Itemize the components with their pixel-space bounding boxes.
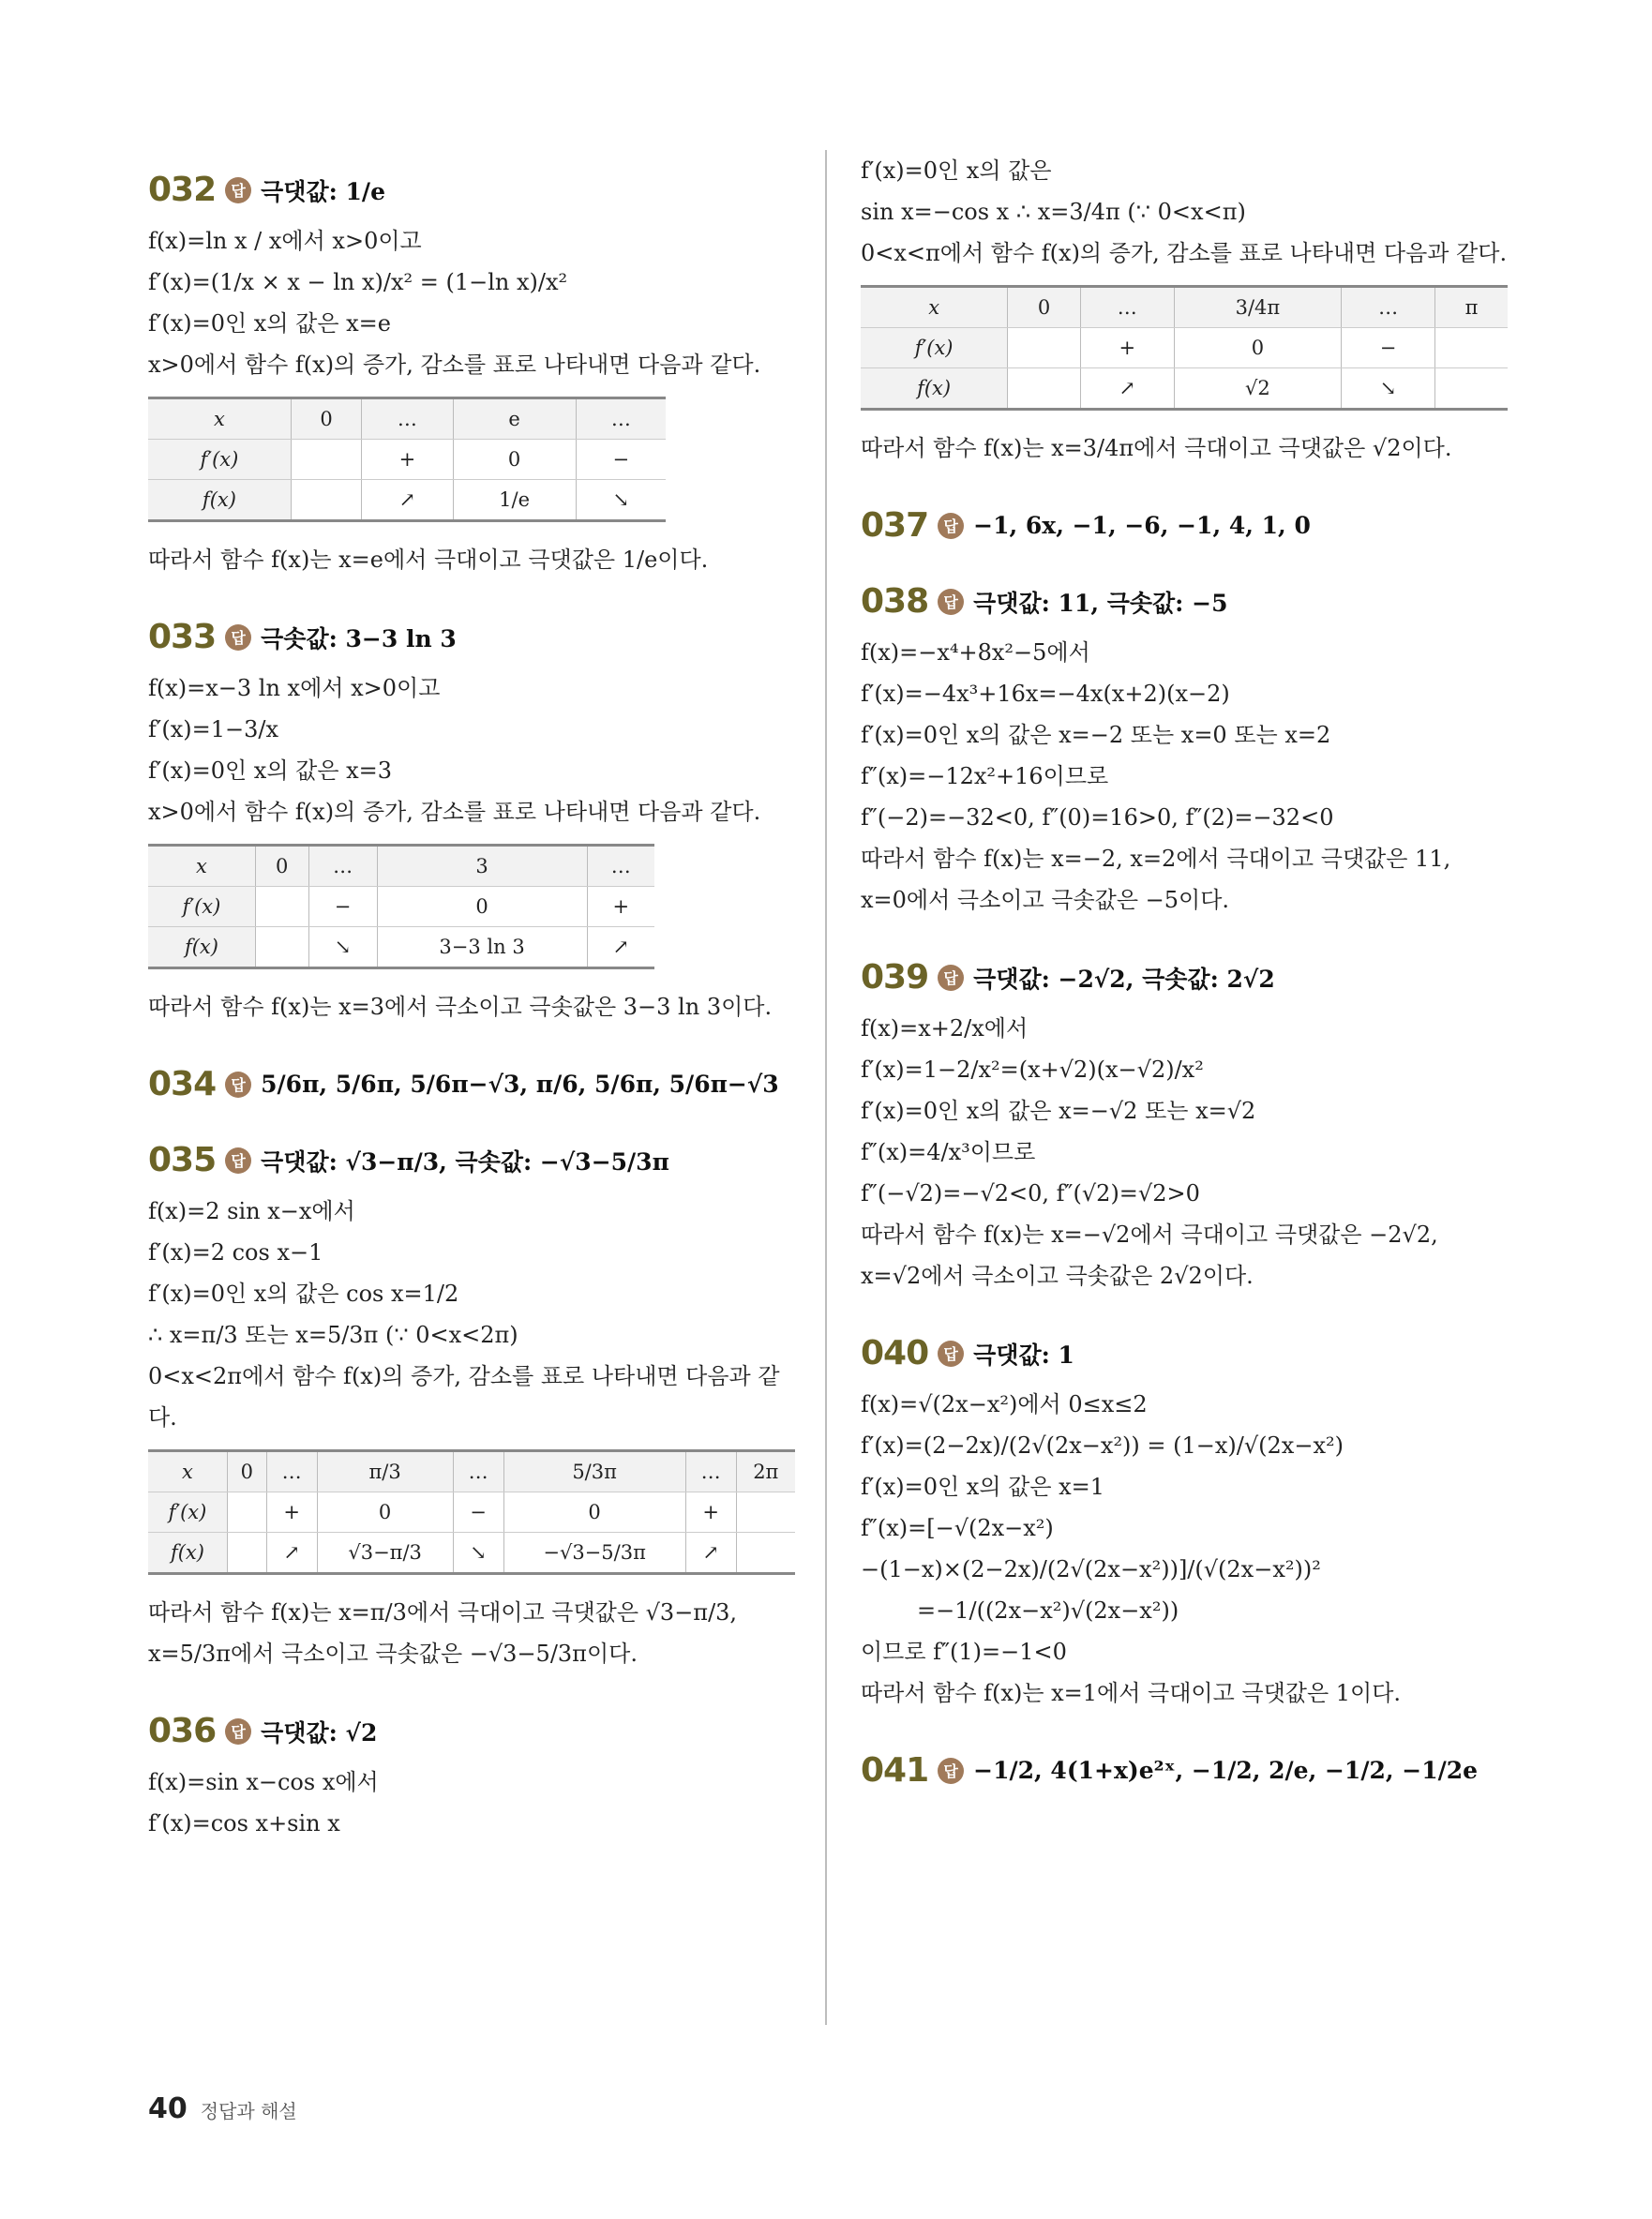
table-cell: 5/3π bbox=[503, 1451, 685, 1492]
problem-041 bbox=[861, 1751, 1508, 1790]
page-footer bbox=[148, 2092, 297, 2125]
solution-line: f′(x)=1−3/x bbox=[148, 716, 278, 742]
problem-number: 040 bbox=[861, 1334, 929, 1372]
table-cell: x bbox=[861, 287, 1008, 328]
table-cell: ↗ bbox=[266, 1533, 317, 1574]
solution-line: f(x)=√(2x−x²)에서 0≤x≤2 bbox=[861, 1391, 1148, 1417]
solution-line: f(x)=sin x−cos x에서 bbox=[148, 1769, 379, 1795]
table-cell: + bbox=[362, 440, 453, 480]
solution-line: x=0에서 극소이고 극솟값은 −5이다. bbox=[861, 887, 1230, 913]
table-cell: 0 bbox=[227, 1451, 266, 1492]
table-cell: f′(x) bbox=[148, 1492, 227, 1533]
table-cell bbox=[255, 887, 308, 927]
table-cell: √3−π/3 bbox=[317, 1533, 453, 1574]
table-cell: ↘ bbox=[1342, 368, 1435, 410]
solution-line: 이므로 f″(1)=−1<0 bbox=[861, 1639, 1067, 1665]
table-cell: − bbox=[453, 1492, 503, 1533]
table-cell: ↘ bbox=[453, 1533, 503, 1574]
problem-number: 038 bbox=[861, 582, 929, 621]
solution-line: f(x)=−x⁴+8x²−5에서 bbox=[861, 639, 1090, 666]
answer: 극솟값: 3−3 ln 3 bbox=[261, 624, 457, 652]
problem-number: 035 bbox=[148, 1141, 217, 1179]
table-cell: √2 bbox=[1174, 368, 1341, 410]
table-cell: + bbox=[266, 1492, 317, 1533]
table-cell: x bbox=[148, 1451, 227, 1492]
solution-line: f″(x)=4/x³이므로 bbox=[861, 1139, 1036, 1165]
problem-number: 039 bbox=[861, 958, 929, 997]
table-cell: f′(x) bbox=[148, 440, 291, 480]
table-cell: e bbox=[453, 398, 576, 440]
table-cell: … bbox=[266, 1451, 317, 1492]
solution-line: f(x)=ln x / x에서 x>0이고 bbox=[148, 228, 422, 254]
table-cell: x bbox=[148, 846, 255, 887]
problem-number: 032 bbox=[148, 171, 217, 209]
solution-line: f(x)=x−3 ln x에서 x>0이고 bbox=[148, 675, 441, 701]
column-divider bbox=[825, 150, 827, 2025]
problem-036-continued bbox=[861, 150, 1508, 469]
table-cell: − bbox=[1342, 328, 1435, 368]
problem-032 bbox=[148, 171, 795, 580]
table-cell: f(x) bbox=[148, 480, 291, 521]
answer: 극댓값: 1 bbox=[973, 1341, 1074, 1369]
conclusion: 따라서 함수 f(x)는 x=e에서 극대이고 극댓값은 1/e이다. bbox=[148, 547, 709, 573]
table-cell: 0 bbox=[503, 1492, 685, 1533]
table-cell: … bbox=[1080, 287, 1174, 328]
solution-line: f′(x)=0인 x의 값은 bbox=[861, 157, 1052, 184]
problem-number: 034 bbox=[148, 1065, 217, 1103]
table-cell: 3−3 ln 3 bbox=[377, 927, 587, 968]
problem-number: 036 bbox=[148, 1712, 217, 1750]
solution-line: f′(x)=0인 x의 값은 x=e bbox=[148, 310, 391, 337]
solution-line: sin x=−cos x ∴ x=3/4π (∵ 0<x<π) bbox=[861, 199, 1246, 225]
solution-line: f′(x)=0인 x의 값은 x=1 bbox=[861, 1474, 1105, 1500]
problem-035 bbox=[148, 1141, 795, 1674]
solution-line: x=√2에서 극소이고 극솟값은 2√2이다. bbox=[861, 1263, 1254, 1289]
solution-line: f(x)=2 sin x−x에서 bbox=[148, 1198, 355, 1224]
problem-number: 041 bbox=[861, 1751, 929, 1790]
solution-line: =−1/((2x−x²)√(2x−x²)) bbox=[917, 1597, 1179, 1624]
variation-table bbox=[148, 397, 666, 522]
table-cell: 0 bbox=[255, 846, 308, 887]
table-cell: … bbox=[453, 1451, 503, 1492]
solution-line: 0<x<2π에서 함수 f(x)의 증가, 감소를 표로 나타내면 다음과 같다. bbox=[148, 1363, 780, 1431]
answer-badge-icon: 답 bbox=[938, 965, 964, 991]
table-cell: + bbox=[685, 1492, 736, 1533]
answer: −1, 6x, −1, −6, −1, 4, 1, 0 bbox=[973, 512, 1311, 539]
table-cell: −√3−5/3π bbox=[503, 1533, 685, 1574]
table-cell bbox=[291, 440, 361, 480]
table-cell: ↗ bbox=[685, 1533, 736, 1574]
answer-badge-icon: 답 bbox=[225, 1072, 251, 1098]
variation-table bbox=[148, 1449, 795, 1575]
table-cell: 0 bbox=[453, 440, 576, 480]
table-cell: 2π bbox=[736, 1451, 795, 1492]
solution-line: f′(x)=1−2/x²=(x+√2)(x−√2)/x² bbox=[861, 1057, 1204, 1083]
solution-line: f′(x)=0인 x의 값은 x=−√2 또는 x=√2 bbox=[861, 1098, 1256, 1124]
solution-line: f″(x)=[−√(2x−x²)−(1−x)×(2−2x)/(2√(2x−x²))]/(√(2x−x²))² bbox=[861, 1515, 1321, 1582]
solution-line: f′(x)=cos x+sin x bbox=[148, 1810, 340, 1837]
table-cell: π/3 bbox=[317, 1451, 453, 1492]
solution-line: f′(x)=0인 x의 값은 cos x=1/2 bbox=[148, 1281, 459, 1307]
table-cell: f(x) bbox=[148, 927, 255, 968]
table-cell: f′(x) bbox=[861, 328, 1008, 368]
problem-number: 033 bbox=[148, 618, 217, 656]
table-cell: 0 bbox=[1174, 328, 1341, 368]
problem-036 bbox=[148, 1712, 795, 1844]
solution-line: f″(x)=−12x²+16이므로 bbox=[861, 763, 1109, 789]
table-cell: … bbox=[362, 398, 453, 440]
conclusion: x=5/3π에서 극소이고 극솟값은 −√3−5/3π이다. bbox=[148, 1641, 638, 1667]
problem-038 bbox=[861, 582, 1508, 921]
page-number: 40 bbox=[148, 2092, 188, 2125]
right-column bbox=[861, 150, 1508, 1827]
table-cell bbox=[1008, 328, 1081, 368]
table-cell: 0 bbox=[377, 887, 587, 927]
table-cell bbox=[1008, 368, 1081, 410]
answer: 극댓값: 1/e bbox=[261, 177, 385, 205]
answer: 극댓값: √3−π/3, 극솟값: −√3−5/3π bbox=[261, 1147, 669, 1176]
problem-037 bbox=[861, 506, 1508, 545]
solution-line: f′(x)=2 cos x−1 bbox=[148, 1239, 323, 1266]
table-cell: … bbox=[685, 1451, 736, 1492]
table-cell: − bbox=[576, 440, 666, 480]
left-column bbox=[148, 150, 795, 1882]
solution-line: f″(−2)=−32<0, f″(0)=16>0, f″(2)=−32<0 bbox=[861, 804, 1334, 831]
problem-039 bbox=[861, 958, 1508, 1297]
table-cell: 0 bbox=[317, 1492, 453, 1533]
solution-line: 0<x<π에서 함수 f(x)의 증가, 감소를 표로 나타내면 다음과 같다. bbox=[861, 240, 1508, 266]
answer-badge-icon: 답 bbox=[225, 624, 251, 651]
solution-line: x>0에서 함수 f(x)의 증가, 감소를 표로 나타내면 다음과 같다. bbox=[148, 799, 761, 825]
table-cell: − bbox=[308, 887, 377, 927]
solution-line: f′(x)=(1/x × x − ln x)/x² = (1−ln x)/x² bbox=[148, 269, 568, 295]
table-cell: … bbox=[1342, 287, 1435, 328]
table-cell bbox=[736, 1492, 795, 1533]
problem-033 bbox=[148, 618, 795, 1027]
answer-badge-icon: 답 bbox=[225, 177, 251, 203]
answer-badge-icon: 답 bbox=[938, 589, 964, 615]
table-cell: … bbox=[576, 398, 666, 440]
answer: 극댓값: √2 bbox=[261, 1718, 378, 1747]
solution-line: ∴ x=π/3 또는 x=5/3π (∵ 0<x<2π) bbox=[148, 1322, 518, 1348]
table-cell bbox=[1435, 328, 1508, 368]
table-cell: f(x) bbox=[148, 1533, 227, 1574]
answer-badge-icon: 답 bbox=[938, 1758, 964, 1784]
table-cell: ↘ bbox=[576, 480, 666, 521]
solution-line: f′(x)=0인 x의 값은 x=−2 또는 x=0 또는 x=2 bbox=[861, 722, 1331, 748]
solution-line: f″(−√2)=−√2<0, f″(√2)=√2>0 bbox=[861, 1180, 1200, 1207]
problem-number: 037 bbox=[861, 506, 929, 545]
conclusion: 따라서 함수 f(x)는 x=3/4π에서 극대이고 극댓값은 √2이다. bbox=[861, 435, 1452, 461]
table-cell: + bbox=[1080, 328, 1174, 368]
table-cell: f(x) bbox=[861, 368, 1008, 410]
table-cell: … bbox=[587, 846, 654, 887]
solution-line: f′(x)=0인 x의 값은 x=3 bbox=[148, 757, 393, 784]
table-cell: ↘ bbox=[308, 927, 377, 968]
answer-badge-icon: 답 bbox=[225, 1718, 251, 1745]
table-cell: 0 bbox=[1008, 287, 1081, 328]
answer-badge-icon: 답 bbox=[225, 1147, 251, 1174]
variation-table bbox=[148, 844, 654, 969]
table-cell: x bbox=[148, 398, 291, 440]
table-cell: ↗ bbox=[587, 927, 654, 968]
solution-line: f(x)=x+2/x에서 bbox=[861, 1015, 1029, 1042]
solution-line: 따라서 함수 f(x)는 x=−√2에서 극대이고 극댓값은 −2√2, bbox=[861, 1222, 1438, 1248]
solution-line: 따라서 함수 f(x)는 x=1에서 극대이고 극댓값은 1이다. bbox=[861, 1680, 1402, 1706]
variation-table bbox=[861, 285, 1508, 411]
solution-line: 따라서 함수 f(x)는 x=−2, x=2에서 극대이고 극댓값은 11, bbox=[861, 846, 1451, 872]
answer-badge-icon: 답 bbox=[938, 513, 964, 539]
solution-line: f′(x)=(2−2x)/(2√(2x−x²)) = (1−x)/√(2x−x²) bbox=[861, 1432, 1344, 1459]
table-cell: ↗ bbox=[1080, 368, 1174, 410]
problem-040 bbox=[861, 1334, 1508, 1714]
table-cell: 3/4π bbox=[1174, 287, 1341, 328]
table-cell bbox=[1435, 368, 1508, 410]
table-cell: 0 bbox=[291, 398, 361, 440]
answer: 극댓값: 11, 극솟값: −5 bbox=[973, 589, 1228, 617]
solution-line: f′(x)=−4x³+16x=−4x(x+2)(x−2) bbox=[861, 681, 1230, 707]
solution-line: x>0에서 함수 f(x)의 증가, 감소를 표로 나타내면 다음과 같다. bbox=[148, 352, 761, 378]
table-cell: 1/e bbox=[453, 480, 576, 521]
conclusion: 따라서 함수 f(x)는 x=π/3에서 극대이고 극댓값은 √3−π/3, bbox=[148, 1599, 738, 1626]
table-cell bbox=[736, 1533, 795, 1574]
table-cell: f′(x) bbox=[148, 887, 255, 927]
conclusion: 따라서 함수 f(x)는 x=3에서 극소이고 극솟값은 3−3 ln 3이다. bbox=[148, 994, 773, 1020]
answer: 5/6π, 5/6π, 5/6π−√3, π/6, 5/6π, 5/6π−√3 bbox=[261, 1071, 779, 1098]
answer-badge-icon: 답 bbox=[938, 1341, 964, 1367]
table-cell: 3 bbox=[377, 846, 587, 887]
table-cell bbox=[227, 1533, 266, 1574]
table-cell: π bbox=[1435, 287, 1508, 328]
table-cell: … bbox=[308, 846, 377, 887]
section-title: 정답과 해설 bbox=[200, 2100, 297, 2122]
table-cell bbox=[291, 480, 361, 521]
table-cell bbox=[255, 927, 308, 968]
answer: −1/2, 4(1+x)e²ˣ, −1/2, 2/e, −1/2, −1/2e bbox=[973, 1757, 1479, 1784]
table-cell: + bbox=[587, 887, 654, 927]
answer: 극댓값: −2√2, 극솟값: 2√2 bbox=[973, 965, 1275, 993]
table-cell: ↗ bbox=[362, 480, 453, 521]
table-cell bbox=[227, 1492, 266, 1533]
problem-034 bbox=[148, 1065, 795, 1103]
